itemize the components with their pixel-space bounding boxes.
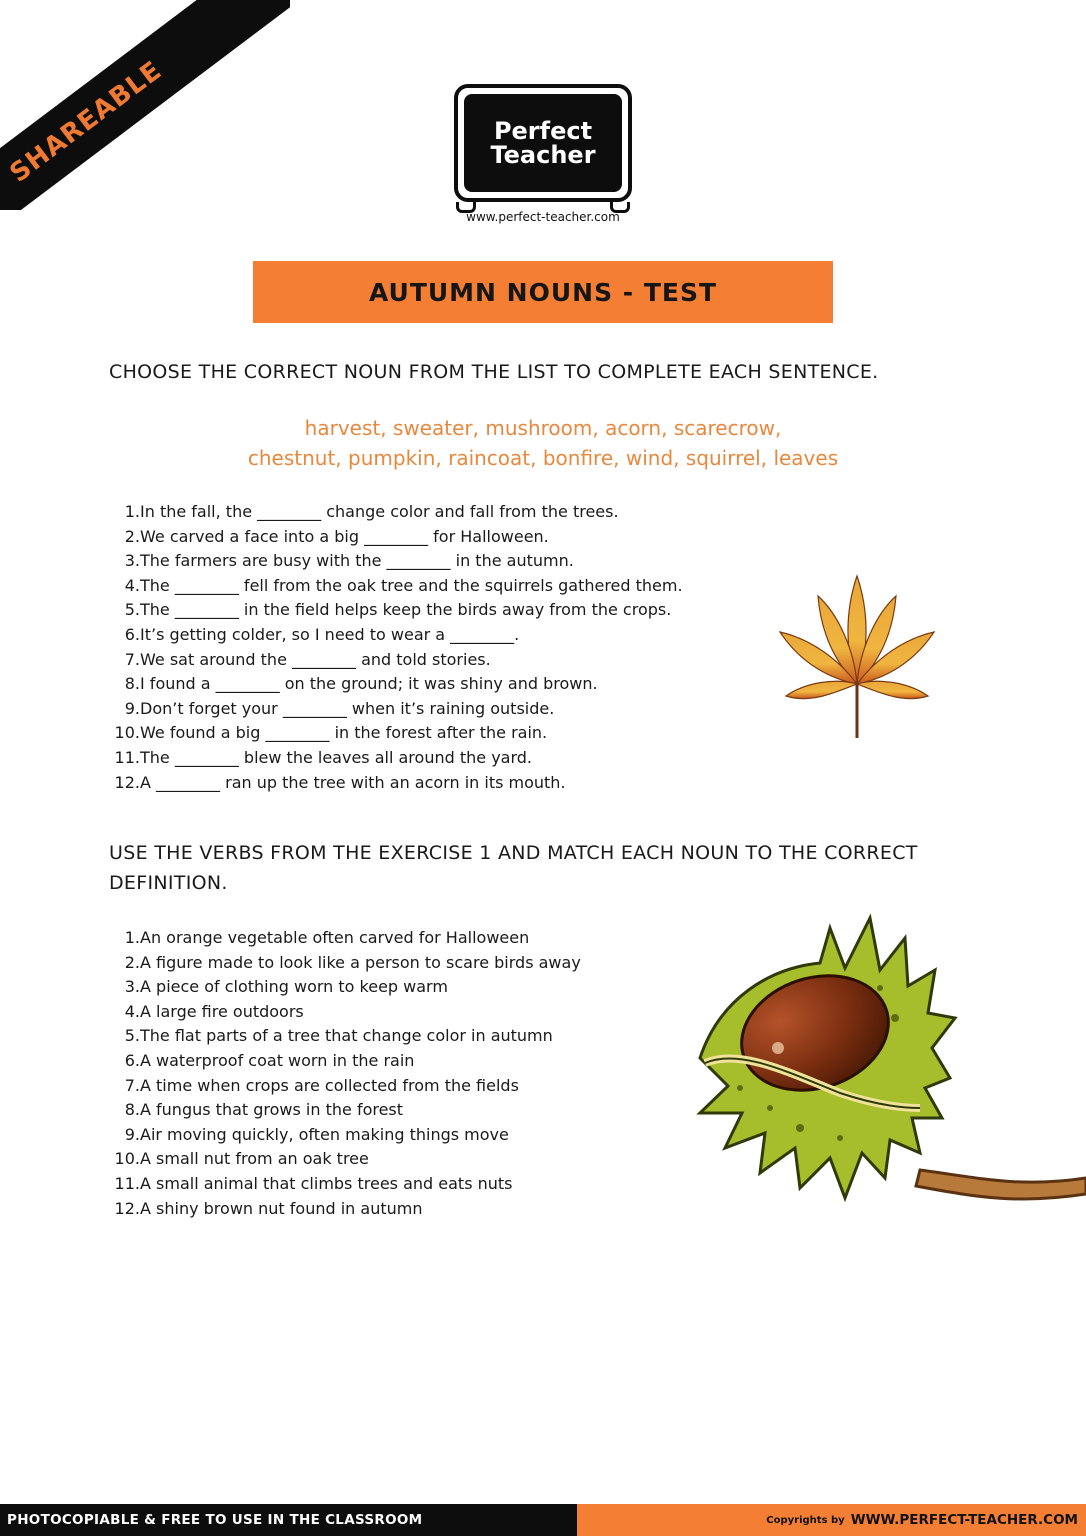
list-item: [108, 975, 581, 1000]
list-item: [108, 1098, 581, 1123]
list-item: [108, 721, 683, 746]
item-number: 6.: [124, 624, 140, 644]
exercise2-list: [108, 926, 581, 1221]
item-text: The ________ blew the leaves all around the yard.: [140, 747, 532, 767]
list-item: [108, 1049, 581, 1074]
copyright-label: Copyrights by: [766, 1514, 845, 1526]
perfect-teacher-logo[interactable]: [454, 84, 632, 224]
item-number: 2.: [124, 952, 140, 972]
item-number: 6.: [124, 1050, 140, 1070]
item-number: 8.: [124, 1100, 140, 1120]
item-text: I found a ________ on the ground; it was shiny and brown.: [140, 674, 598, 694]
chestnut-leaf-icon: [776, 574, 938, 744]
item-text: A large fire outdoors: [140, 1001, 304, 1021]
item-number: 7.: [124, 649, 140, 669]
item-text: A ________ ran up the tree with an acorn in its mouth.: [140, 772, 566, 792]
logo-text-line1: Perfect: [493, 117, 593, 145]
list-item: [108, 746, 683, 771]
item-number: 7.: [124, 1075, 140, 1095]
item-number: 4.: [124, 575, 140, 595]
item-text: The flat parts of a tree that change color in autumn: [140, 1026, 553, 1046]
item-text: An orange vegetable often carved for Halloween: [140, 928, 530, 947]
footer-copyright: [577, 1504, 1086, 1536]
item-text: A figure made to look like a person to scare birds away: [140, 952, 581, 972]
word-list-line2: chestnut, pumpkin, raincoat, bonfire, wind, squirrel, leaves: [247, 446, 839, 470]
list-item: [108, 1197, 581, 1222]
item-text: The ________ in the field helps keep the birds away from the crops.: [140, 600, 672, 620]
item-text: A small animal that climbs trees and eats nuts: [140, 1173, 513, 1193]
item-number: 9.: [124, 1124, 140, 1144]
footer-photocopiable: PHOTOCOPIABLE & FREE TO USE IN THE CLASSROOM: [0, 1504, 577, 1536]
item-text: The farmers are busy with the ________ in the autumn.: [140, 551, 574, 571]
exercise2-instruction: [109, 838, 918, 898]
exercise1-instruction: CHOOSE THE CORRECT NOUN FROM THE LIST TO COMPLETE EACH SENTENCE.: [109, 361, 879, 383]
item-text: In the fall, the ________ change color and fall from the trees.: [140, 502, 619, 521]
exercise1-list: [108, 500, 683, 795]
copyright-site-link[interactable]: WWW.PERFECT-TEACHER.COM: [850, 1512, 1078, 1528]
item-text: A time when crops are collected from the fields: [140, 1075, 519, 1095]
item-text: Air moving quickly, often making things move: [140, 1124, 509, 1144]
item-text: We found a big ________ in the forest after the rain.: [140, 723, 548, 743]
item-number: 5.: [124, 600, 140, 620]
list-item: [108, 648, 683, 673]
item-text: A fungus that grows in the forest: [140, 1100, 404, 1120]
shareable-ribbon: [0, 0, 290, 210]
conker-icon: [680, 908, 1086, 1248]
item-number: 12.: [114, 1198, 140, 1218]
item-text: A waterproof coat worn in the rain: [140, 1050, 415, 1070]
list-item: [108, 500, 683, 525]
item-number: 8.: [124, 674, 140, 694]
item-number: 3.: [124, 551, 140, 571]
item-number: 12.: [114, 772, 140, 792]
list-item: [108, 1074, 581, 1099]
word-list: [140, 413, 946, 473]
list-item: [108, 525, 683, 550]
list-item: [108, 697, 683, 722]
list-item: [108, 1024, 581, 1049]
item-text: Don’t forget your ________ when it’s raining outside.: [140, 698, 555, 718]
shareable-label: SHAREABLE: [4, 55, 168, 189]
list-item: [108, 672, 683, 697]
list-item: [108, 623, 683, 648]
list-item: [108, 1000, 581, 1025]
item-text: A small nut from an oak tree: [140, 1149, 369, 1169]
logo-monitor-icon: [454, 84, 632, 202]
item-number: 1.: [124, 502, 140, 521]
list-item: [108, 1172, 581, 1197]
list-item: [108, 574, 683, 599]
item-number: 4.: [124, 1001, 140, 1021]
list-item: [108, 951, 581, 976]
item-number: 10.: [114, 1149, 140, 1169]
item-number: 9.: [124, 698, 140, 718]
item-number: 5.: [124, 1026, 140, 1046]
exercise2-instruction-line2: DEFINITION.: [109, 872, 228, 894]
page-title: AUTUMN NOUNS - TEST: [253, 261, 833, 323]
item-number: 11.: [114, 1173, 140, 1193]
list-item: [108, 1123, 581, 1148]
item-number: 11.: [114, 747, 140, 767]
list-item: [108, 926, 581, 951]
item-text: We carved a face into a big ________ for Halloween.: [140, 526, 549, 546]
exercise2-instruction-line1: USE THE VERBS FROM THE EXERCISE 1 AND MATCH EACH NOUN TO THE CORRECT: [109, 842, 918, 864]
item-text: A piece of clothing worn to keep warm: [140, 977, 448, 997]
item-number: 3.: [124, 977, 140, 997]
item-text: It’s getting colder, so I need to wear a ________.: [140, 624, 520, 644]
list-item: [108, 598, 683, 623]
logo-url: www.perfect-teacher.com: [466, 210, 620, 224]
item-number: 1.: [124, 928, 140, 947]
word-list-line1: harvest, sweater, mushroom, acorn, scarecrow,: [304, 416, 782, 440]
list-item: [108, 771, 683, 796]
item-text: We sat around the ________ and told stories.: [140, 649, 491, 669]
item-number: 10.: [114, 723, 140, 743]
logo-text-line2: Teacher: [490, 141, 596, 169]
item-text: The ________ fell from the oak tree and the squirrels gathered them.: [140, 575, 683, 595]
item-text: A shiny brown nut found in autumn: [140, 1198, 423, 1218]
list-item: [108, 549, 683, 574]
list-item: [108, 1147, 581, 1172]
item-number: 2.: [124, 526, 140, 546]
